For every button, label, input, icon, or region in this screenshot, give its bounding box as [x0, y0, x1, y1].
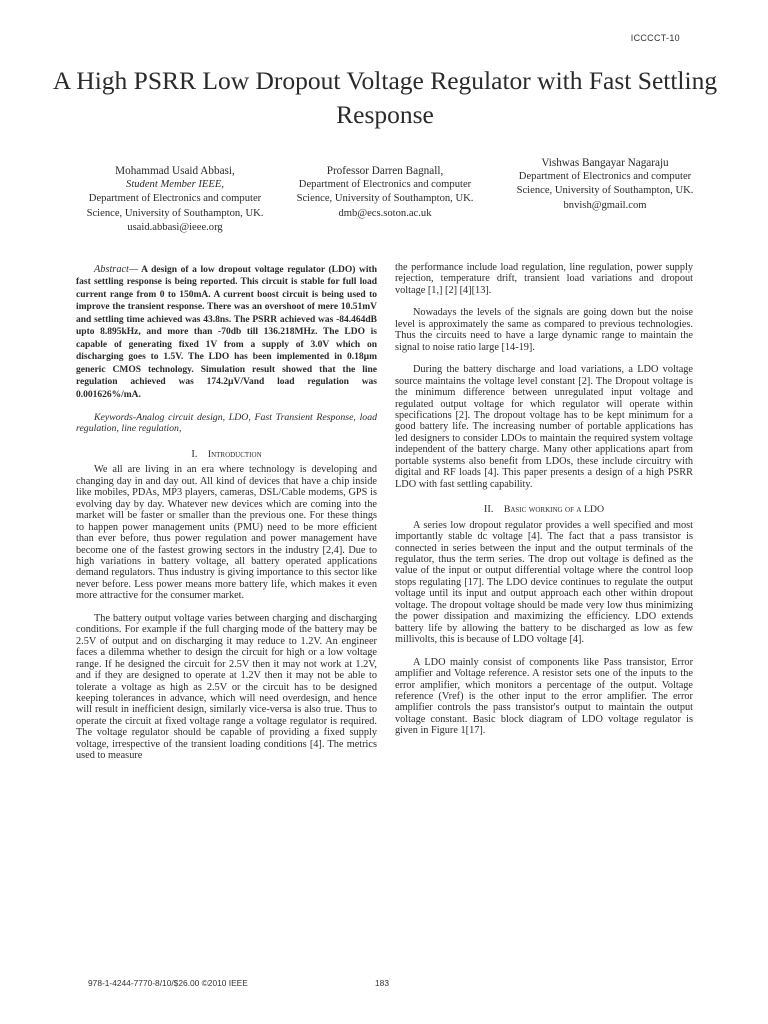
author-name: Professor Darren Bagnall, — [326, 165, 444, 177]
author-name: Vishwas Bangayar Nagaraju — [541, 157, 669, 169]
section-title: Introduction — [207, 448, 262, 460]
footer-isbn: 978-1-4244-7770-8/10/$26.00 ©2010 IEEE — [88, 978, 248, 988]
author-email: bnvish@gmail.com — [563, 199, 647, 211]
section-number: II. — [483, 504, 494, 516]
author-affiliation: Department of Electronics and computer Science, University of Southampton, UK. — [296, 179, 474, 205]
page-number: 183 — [375, 978, 389, 988]
conference-code: ICCCCT-10 — [630, 33, 680, 43]
paragraph: Nowadays the levels of the signals are going down but the noise level is approximately the same as compared to previous technologies. Thus the circuits need to have a large dynamic range to maintain the signal to noise ratio large [14-19]. — [395, 307, 693, 353]
author-affiliation: Department of Electronics and computer Science, University of Southampton, UK. — [516, 171, 694, 197]
paragraph: The battery output voltage varies between charging and discharging conditions. For example if the full charging mode of the battery may be 2.5V of output and on discharging it may reduce to 1.2V. An engineer faces a dilemma whether to design the circuit for high or a low voltage range. If he designed the circuit for 2.5V then it may not work at 1.2V, and if they are designed to operate at 1.2V then it may not be able to tolerate a voltage as high as 2.5V or the circuit has to be designed keeping tolerances in advance, which will need overdesign, and hence will result in inefficient design, similarly vice-versa is also true. Thus to operate the circuit at fixed voltage range a voltage regulator is required. The voltage regulator should be capable of providing a fixed supply voltage, irrespective of the transient loading conditions [4]. The metrics used to measure — [76, 612, 377, 762]
paper-title: A High PSRR Low Dropout Voltage Regulator with Fast Settling Response — [52, 66, 718, 129]
paragraph: the performance include load regulation, line regulation, power supply rejection, temperature drift, transient load variations and dropout voltage [1,] [2] [4][13]. — [395, 262, 693, 296]
abstract — [76, 264, 377, 401]
section-heading-basic-working — [395, 504, 693, 515]
abstract-label: Abstract— — [94, 264, 139, 275]
paragraph: We all are living in an era where technology is developing and changing day in and day out. All kind of devices that have a chip inside like mobiles, PDAs, MP3 players, cameras, DSL/Cable modems, GPS is evolving day by day. Whatever new devices which are coming into the market will be faster or smaller than the previous one. For these things to happen power management units (PMU) need to be more efficient than ever before, thus power regulation and power management have become one of the fastest growing sectors in the industry [2,4]. Due to high variations in battery voltage, all battery operated applications demand regulators. Thus industry is giving importance to this sector like never before. Less power means more battery life, which makes it even more attractive for the consumer market. — [76, 464, 377, 602]
author-name: Mohammad Usaid Abbasi, — [115, 165, 235, 177]
left-column — [76, 264, 377, 762]
section-heading-introduction — [76, 449, 377, 460]
section-title: Basic working of a LDO — [503, 504, 605, 516]
abstract-text: A design of a low dropout voltage regulator (LDO) with fast settling response is being reported. This circuit is stable for full load current range from 0 to 150mA. A current boost circuit is being used to improve the transient response. There was an overshoot of mere 10.51mV and settling time achieved was 43.8ns. The PSRR achieved was -84.464dB upto 8.895kHz, and more than -70db till 136.218MHz. The LDO is capable of generating fixed 1V from a supply of 3.0V which on discharging goes to 1.5V. The LDO has been implemented in 0.18µm generic CMOS technology. Simulation result showed that the line regulation achieved was 174.2µV/Vand load regulation was 0.001626%/mA. — [76, 265, 377, 400]
keywords: Keywords-Analog circuit design, LDO, Fast Transient Response, load regulation, line regulation, — [76, 411, 377, 435]
author-email: dmb@ecs.soton.ac.uk — [338, 207, 432, 219]
author-role: Student Member IEEE, — [126, 179, 224, 191]
section-number: I. — [191, 448, 198, 460]
author-block-1 — [70, 164, 280, 235]
author-block-3 — [510, 156, 700, 213]
paragraph: A series low dropout regulator provides a well specified and most importantly stable dc voltage [4]. The fact that a pass transistor is connected in series between the input and the output terminals of the regulator, thus the term series. The drop out voltage is defined as the value of the input or output differential voltage where the control loop stops regulating [17]. The LDO device continues to regulate the output voltage until its input and output approach each other within dropout voltage. The dropout voltage should be made very low thus minimizing the power dissipation and maximizing the efficiency. LDO extends battery life by allowing the battery to be discharged as low as few millivolts, this is because of LDO voltage [4]. — [395, 519, 693, 646]
paragraph: During the battery discharge and load variations, a LDO voltage source maintains the voltage level constant [2]. The Dropout voltage is the minimum difference between unregulated input voltage and regulated output voltage for which regulator will operate within specifications [2]. The dropout voltage has to be kept minimum for a good battery life. The increasing number of portable applications has led designers to consider LDOs to maintain the required system voltage independent of the battery charge. Many other applications apart from portable systems also benefit from LDOs, these include circuitry with digital and RF loads [4]. This paper presents a design of a high PSRR LDO with fast settling capability. — [395, 364, 693, 490]
right-column — [395, 262, 693, 737]
author-affiliation: Department of Electronics and computer Science, University of Southampton, UK. — [86, 193, 264, 219]
author-email: usaid.abbasi@ieee.org — [127, 221, 223, 233]
author-block-2 — [282, 164, 488, 221]
paragraph: A LDO mainly consist of components like Pass transistor, Error amplifier and Voltage reference. A resistor sets one of the inputs to the error amplifier, which monitors a percentage of the output. Voltage reference (Vref) is the other input to the error amplifier. The error amplifier controls the pass transistor's output to maintain the output voltage constant. Basic block diagram of LDO voltage regulator is given in Figure 1[17]. — [395, 656, 693, 737]
